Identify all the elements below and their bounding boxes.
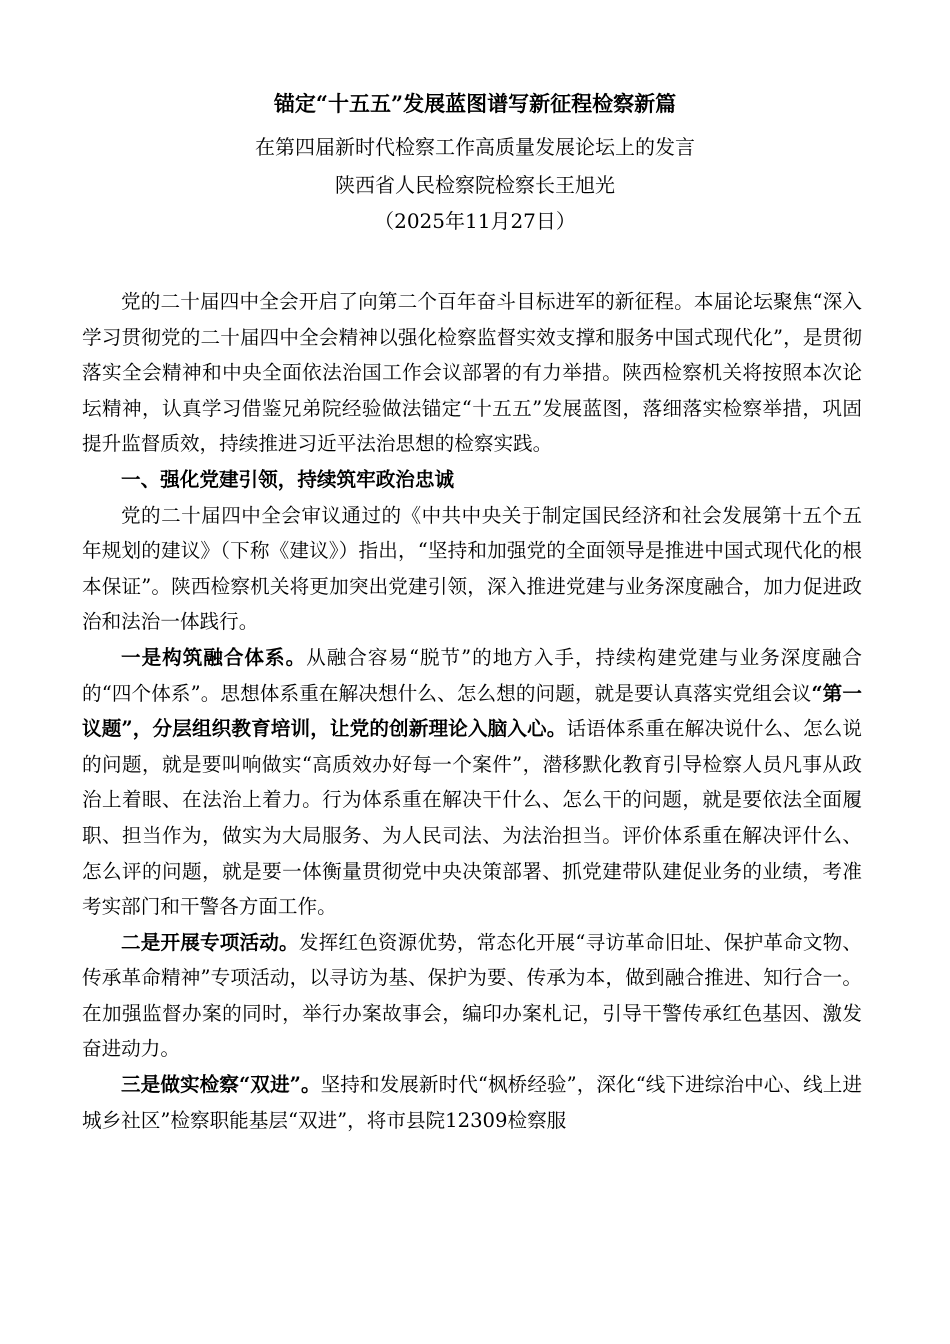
- document-title: 锚定“十五五”发展蓝图谱写新征程检察新篇: [273, 91, 677, 116]
- section-intro-paragraph: 党的二十届四中全会审议通过的《中共中央关于制定国民经济和社会发展第十五个五年规划的建议》（下称《建议》）指出，“坚持和加强党的全面领导是推进中国式现代化的根本保证”。陕西检察机关将更加突出党建引领，深入推进党建与业务深度融合，加力促进政治和法治一体践行。: [82, 503, 862, 634]
- intro-paragraph: 党的二十届四中全会开启了向第二个百年奋斗目标进军的新征程。本届论坛聚焦“深入学习贯彻党的二十届四中全会精神以强化检察监督实效支撑和服务中国式现代化”，是贯彻落实全会精神和中央全面依法治国工作会议部署的有力举措。陕西检察机关将按照本次论坛精神，认真学习借鉴兄弟院经验做法锚定“十五五”发展蓝图，落细落实检察举措，巩固提升监督质效，持续推进习近平法治思想的检察实践。: [82, 290, 862, 456]
- item2-lead: 二是开展专项活动。: [121, 930, 299, 954]
- item3-lead: 三是做实检察“双进”。: [121, 1073, 321, 1097]
- item1-text-a: 从融合容易“脱节”的地方入手，持续构建党建与业务深度融合的“四个体系”。思想体系重在解决想什么、怎么想的问题，就是要认真落实党组会议: [82, 645, 862, 705]
- item3-text: 坚持和发展新时代“枫桥经验”，深化“线下进综治中心、线上进城乡社区”检察职能基层“双进”，将市县院12309检察服: [82, 1073, 862, 1132]
- item1-lead: 一是构筑融合体系。: [121, 645, 307, 669]
- speaker-line: 陕西省人民检察院检察长王旭光: [335, 173, 615, 197]
- item1-paragraph: [82, 640, 862, 925]
- occasion-subtitle: 在第四届新时代检察工作高质量发展论坛上的发言: [255, 135, 695, 159]
- item1-bold-text: “第一议题”，分层组织教育培训，让党的创新理论入脑入心。: [82, 681, 862, 741]
- speech-date: （2025年11月27日）: [374, 209, 576, 233]
- document-body: [82, 284, 862, 1138]
- item1-text-b: 话语体系重在解决说什么、怎么说的问题，就是要叫响做实“高质效办好每一个案件”，潜移默化教育引导检察人员凡事从政治上着眼、在法治上着力。行为体系重在解决干什么、怎么干的问题，就是要依法全面履职、担当作为，做实为大局服务、为人民司法、为法治担当。评价体系重在解决评什么、怎么评的问题，就是要一体衡量贯彻党中央决策部署、抓党建带队建促业务的业绩，考准考实部门和干警各方面工作。: [82, 717, 862, 919]
- section-heading: 一、强化党建引领，持续筑牢政治忠诚: [121, 467, 455, 491]
- item3-paragraph: [82, 1067, 862, 1138]
- item2-text: 发挥红色资源优势，常态化开展“寻访革命旧址、保护革命文物、传承革命精神”专项活动，以寻访为基、保护为要、传承为本，做到融合推进、知行合一。在加强监督办案的同时，举行办案故事会，编印办案札记，引导干警传承红色基因、激发奋进动力。: [82, 930, 862, 1061]
- item2-paragraph: [82, 925, 862, 1067]
